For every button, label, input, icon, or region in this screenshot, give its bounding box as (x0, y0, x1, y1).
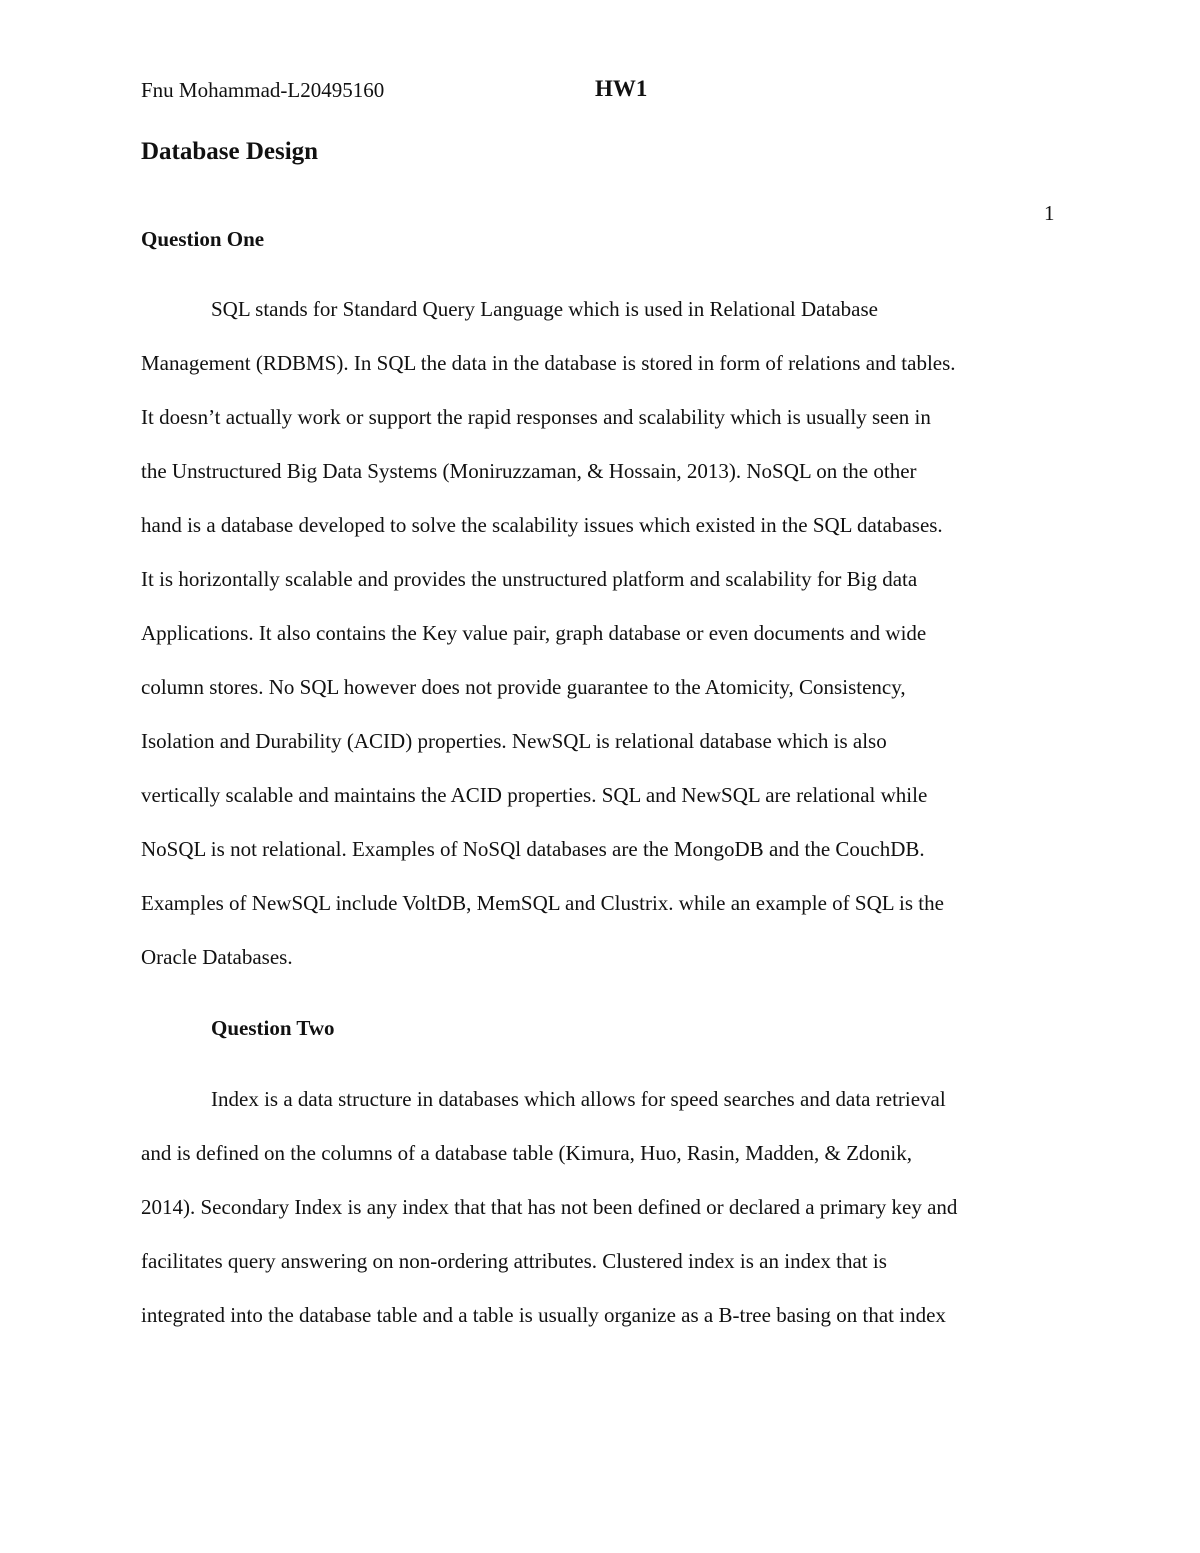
page-number: 1 (1044, 201, 1055, 225)
paragraph-line: Applications. It also contains the Key value pair, graph database or even documents and wide (141, 621, 927, 645)
header-assignment: HW1 (595, 76, 648, 101)
document-title: Database Design (141, 138, 319, 165)
paragraph-line: integrated into the database table and a table is usually organize as a B-tree basing on that index (141, 1303, 946, 1327)
paragraph-line: SQL stands for Standard Query Language which is used in Relational Database (211, 297, 878, 321)
paragraph-line: It doesn’t actually work or support the rapid responses and scalability which is usually seen in (141, 405, 931, 429)
paragraph-line: vertically scalable and maintains the ACID properties. SQL and NewSQL are relational while (141, 783, 928, 807)
paragraph-line: It is horizontally scalable and provides the unstructured platform and scalability for Big data (141, 567, 918, 591)
paragraph-line: Oracle Databases. (141, 945, 293, 969)
question-two-paragraph (141, 1085, 1061, 1355)
question-one-heading: Question One (141, 227, 265, 251)
header-author: Fnu Mohammad-L20495160 (141, 78, 385, 102)
question-two-heading: Question Two (211, 1016, 335, 1040)
paragraph-line: hand is a database developed to solve the scalability issues which existed in the SQL databases. (141, 513, 943, 537)
question-one-paragraph (141, 295, 1061, 997)
paragraph-line: Isolation and Durability (ACID) properties. NewSQL is relational database which is also (141, 729, 887, 753)
paragraph-line: Examples of NewSQL include VoltDB, MemSQL and Clustrix. while an example of SQL is the (141, 891, 944, 915)
paragraph-line: Index is a data structure in databases which allows for speed searches and data retrieval (211, 1087, 946, 1111)
paragraph-line: facilitates query answering on non-ordering attributes. Clustered index is an index that is (141, 1249, 887, 1273)
paragraph-line: Management (RDBMS). In SQL the data in the database is stored in form of relations and tables. (141, 351, 956, 375)
paragraph-line: the Unstructured Big Data Systems (Moniruzzaman, & Hossain, 2013). NoSQL on the other (141, 459, 917, 483)
paragraph-line: NoSQL is not relational. Examples of NoSQl databases are the MongoDB and the CouchDB. (141, 837, 925, 861)
paragraph-line: and is defined on the columns of a database table (Kimura, Huo, Rasin, Madden, & Zdonik, (141, 1141, 912, 1165)
paragraph-line: column stores. No SQL however does not provide guarantee to the Atomicity, Consistency, (141, 675, 906, 699)
paragraph-line: 2014). Secondary Index is any index that that has not been defined or declared a primary key and (141, 1195, 958, 1219)
